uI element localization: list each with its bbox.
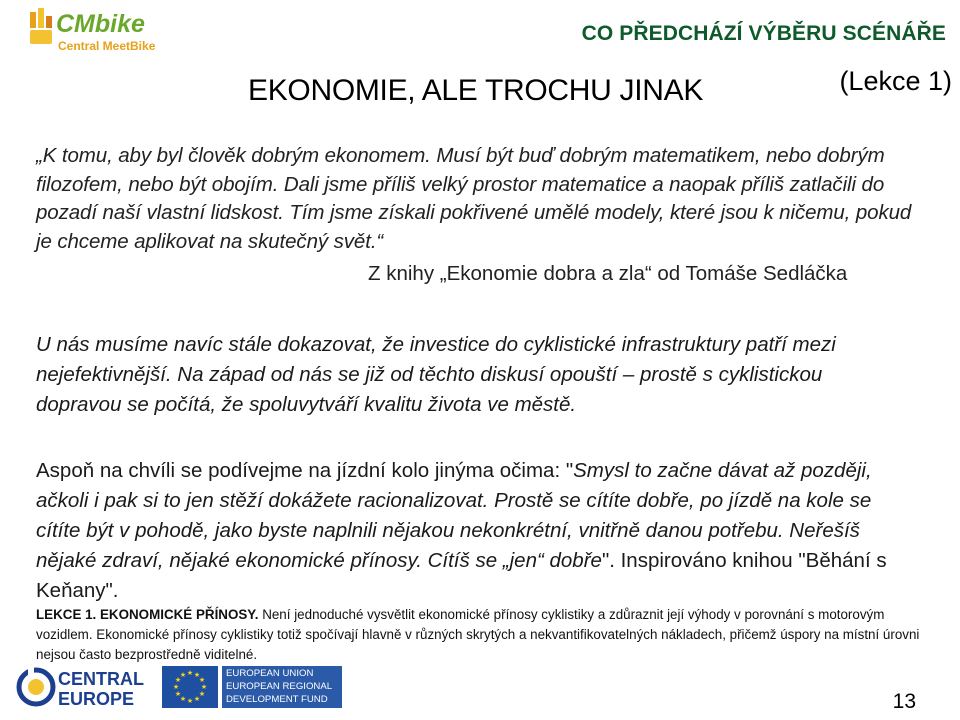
lesson-text: Není jednoduché vysvětlit ekonomické přínosy cyklistiky a zdůraznit její výhody v porovnání s motorovým vozidlem. Ekonomické přínosy cyklistiky totiž spočívají hlavně v různých skrytých a nekvantifikovatelných nákladech, přičemž úspory na místní úrovni nejsou často bezprostředně viditelné. [36,607,920,662]
eu-line-1: EUROPEAN UNION [226,668,314,679]
eu-flag-icon [162,666,218,708]
lesson-label: LEKCE 1. EKONOMICKÉ PŘÍNOSY. [36,607,259,622]
paragraph-lesson [36,605,926,665]
quote-text: „K tomu, aby byl člověk dobrým ekonomem. Musí být buď dobrým matematikem, nebo dobrým filozofem, nebo být obojím. Dali jsme příliš velký prostor matematice a naopak příliš zatlačili do pozadí naší vlastní lidskost. Tím jsme získali pokřivené umělé modely, které jsou k ničemu, pokud je chceme aplikovat na skutečný svět.“ [36,144,912,253]
page-number: 13 [892,690,916,713]
paragraph-infrastructure: U nás musíme navíc stále dokazovat, že investice do cyklistické infrastruktury patří mezi nejefektivnější. Na západ od nás se již od těchto diskusí opouští – prostě s cyklistickou dopravou se počítá, že spoluvytváří kvalitu života ve městě. [36,333,836,416]
paragraph-bike-perspective-credit: ". Inspirováno knihou "Běhání s Keňany". [36,549,887,602]
logo-subtext: Central MeetBike [58,39,156,53]
quote-source: Z knihy „Ekonomie dobra a zla“ od Tomáše Sedláčka [368,262,848,285]
ce-line-1: CENTRAL [58,669,144,689]
paragraph-bike-perspective [36,456,916,606]
svg-text:★: ★ [186,669,194,677]
cmbike-logo[interactable] [28,6,178,56]
eu-line-2: EUROPEAN REGIONAL [226,681,333,692]
logo-text: CMbike [56,10,145,38]
svg-text:★: ★ [193,695,201,703]
eu-line-3: DEVELOPMENT FUND [226,694,328,705]
svg-text:★: ★ [174,676,182,684]
paragraph-bike-perspective-quote: Smysl to začne dávat až později, ačkoli i pak si to jen stěží dokážete racionalizovat. Prostě se cítíte dobře, po jízdě na kole se cítíte být v pohodě, jako byste naplnili nějakou nekonkrétní, vnitřně danou potřebu. Neřešíš nějaké zdraví, nějaké ekonomické přínosy. Cítíš se „jen“ dobře [36,459,872,572]
ce-line-2: EUROPE [58,689,135,709]
svg-text:★: ★ [186,697,194,705]
slide-title: EKONOMIE, ALE TROCHU JINAK [248,74,704,107]
svg-text:★: ★ [200,683,208,691]
eu-fund-label [222,666,342,708]
central-europe-mark [19,667,53,704]
svg-text:★: ★ [198,690,206,698]
svg-text:★: ★ [193,671,201,679]
cmbike-logo-mark [30,8,52,44]
svg-text:★: ★ [172,683,180,691]
svg-text:★: ★ [179,671,187,679]
central-europe-logo [14,662,154,712]
lesson-tag: (Lekce 1) [839,66,952,96]
svg-text:★: ★ [179,695,187,703]
section-title: CO PŘEDCHÁZÍ VÝBĚRU SCÉNÁŘE [581,22,946,45]
svg-text:★: ★ [198,676,206,684]
svg-text:★: ★ [174,690,182,698]
paragraph-bike-perspective-intro: Aspoň na chvíli se podívejme na jízdní kolo jinýma očima: " [36,459,574,482]
